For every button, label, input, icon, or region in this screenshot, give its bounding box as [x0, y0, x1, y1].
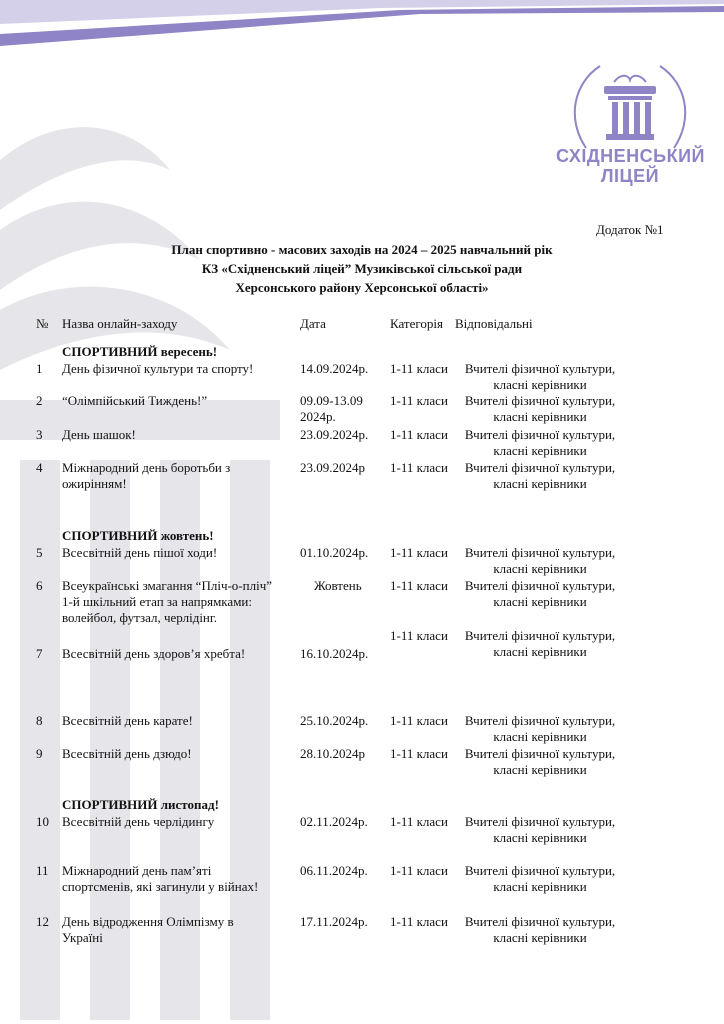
- section-october: СПОРТИВНИЙ жовтень!: [62, 528, 214, 543]
- event-category: 1-11 класи: [390, 914, 448, 929]
- event-name: Всесвітній день карате!: [62, 713, 193, 728]
- event-name: ожирінням!: [62, 476, 127, 491]
- logo-text: [556, 146, 704, 186]
- event-responsible: класні керівники: [493, 443, 587, 458]
- event-category: 1-11 класи: [390, 578, 448, 593]
- event-responsible: Вчителі фізичної культури,: [464, 628, 616, 643]
- logo-line-1: СХІДНЕНСЬКИЙ: [556, 146, 705, 166]
- event-responsible: класні керівники: [493, 594, 587, 609]
- event-category: 1-11 класи: [390, 628, 448, 643]
- row-number: 2: [36, 393, 43, 408]
- row-number: 4: [36, 460, 43, 475]
- event-name: День фізичної культури та спорту!: [62, 361, 254, 376]
- section-november: СПОРТИВНИЙ листопад!: [62, 797, 219, 812]
- event-name: 1-й шкільний етап за напрямками:: [62, 594, 252, 609]
- event-name: Міжнародний день боротьби з: [62, 460, 231, 475]
- event-name: День шашок!: [62, 427, 136, 442]
- document-heading: [0, 240, 724, 297]
- event-name: День відродження Олімпізму в: [62, 914, 234, 929]
- event-responsible: класні керівники: [493, 729, 587, 744]
- event-date: 01.10.2024р.: [300, 545, 369, 560]
- section-september: СПОРТИВНИЙ вересень!: [62, 344, 218, 359]
- event-name: Всеукраїнські змагання “Пліч-о-пліч”: [62, 578, 272, 593]
- col-header-category: Категорія: [390, 316, 443, 331]
- event-responsible: класні керівники: [493, 879, 587, 894]
- event-responsible: Вчителі фізичної культури,: [464, 545, 616, 560]
- event-responsible: Вчителі фізичної культури,: [464, 914, 616, 929]
- logo-line-2: ЛІЦЕЙ: [600, 166, 660, 186]
- event-name: Всесвітній день черлідингу: [62, 814, 215, 829]
- row-number: 11: [36, 863, 49, 878]
- col-header-name: Назва онлайн-заходу: [62, 316, 178, 331]
- event-responsible: Вчителі фізичної культури,: [464, 863, 616, 878]
- event-responsible: Вчителі фізичної культури,: [464, 578, 616, 593]
- event-responsible: Вчителі фізичної культури,: [464, 393, 616, 408]
- event-date: 14.09.2024р.: [300, 361, 369, 376]
- event-responsible: класні керівники: [493, 930, 587, 945]
- col-header-num: №: [36, 316, 49, 331]
- row-number: 9: [36, 746, 43, 761]
- event-responsible: Вчителі фізичної культури,: [464, 713, 616, 728]
- col-header-date: Дата: [300, 316, 326, 331]
- heading-line-1: План спортивно - масових заходів на 2024 – 2025 навчальний рік: [171, 242, 553, 257]
- event-category: 1-11 класи: [390, 361, 448, 376]
- event-responsible: класні керівники: [493, 644, 587, 659]
- event-date: Жовтень: [314, 578, 362, 593]
- event-name: Всесвітній день дзюдо!: [62, 746, 192, 761]
- row-number: 6: [36, 578, 43, 593]
- row-number: 8: [36, 713, 43, 728]
- event-category: 1-11 класи: [390, 545, 448, 560]
- event-category: 1-11 класи: [390, 863, 448, 878]
- event-date: 09.09-13.09: [300, 393, 363, 408]
- event-name: волейбол, футзал, черлідінг.: [62, 610, 218, 625]
- event-responsible: Вчителі фізичної культури,: [464, 427, 616, 442]
- event-date: 25.10.2024р.: [300, 713, 369, 728]
- heading-line-2: КЗ «Східненський ліцей” Музиківської сільської ради: [201, 261, 523, 276]
- event-category: 1-11 класи: [390, 814, 448, 829]
- row-number: 7: [36, 646, 43, 661]
- event-date: 23.09.2024р: [300, 460, 365, 475]
- heading-line-3: Херсонського району Херсонської області»: [235, 280, 489, 295]
- event-date: 16.10.2024р.: [300, 646, 369, 661]
- event-date: 17.11.2024р.: [300, 914, 368, 929]
- event-date: 2024р.: [300, 409, 336, 424]
- event-name: Всесвітній день пішої ходи!: [62, 545, 218, 560]
- event-responsible: класні керівники: [493, 476, 587, 491]
- event-date: 02.11.2024р.: [300, 814, 368, 829]
- col-header-responsible: Відповідальні: [455, 316, 533, 331]
- event-responsible: класні керівники: [493, 409, 587, 424]
- event-responsible: Вчителі фізичної культури,: [464, 361, 616, 376]
- event-responsible: Вчителі фізичної культури,: [464, 460, 616, 475]
- event-category: 1-11 класи: [390, 427, 448, 442]
- row-number: 12: [36, 914, 49, 929]
- event-name: спортсменів, які загинули у війнах!: [62, 879, 259, 894]
- event-name: Україні: [62, 930, 103, 945]
- event-date: 28.10.2024р: [300, 746, 365, 761]
- row-number: 1: [36, 361, 43, 376]
- row-number: 3: [36, 427, 43, 442]
- event-responsible: класні керівники: [493, 377, 587, 392]
- event-name: Всесвітній день здоров’я хребта!: [62, 646, 246, 661]
- event-category: 1-11 класи: [390, 460, 448, 475]
- event-date: 23.09.2024р.: [300, 427, 369, 442]
- row-number: 5: [36, 545, 43, 560]
- event-name: “Олімпійський Тиждень!”: [62, 393, 208, 408]
- event-category: 1-11 класи: [390, 393, 448, 408]
- row-number: 10: [36, 814, 49, 829]
- event-responsible: класні керівники: [493, 830, 587, 845]
- event-responsible: класні керівники: [493, 561, 587, 576]
- event-date: 06.11.2024р.: [300, 863, 368, 878]
- event-responsible: класні керівники: [493, 762, 587, 777]
- event-category: 1-11 класи: [390, 713, 448, 728]
- event-category: 1-11 класи: [390, 746, 448, 761]
- event-name: Міжнародний день пам’яті: [62, 863, 212, 878]
- event-responsible: Вчителі фізичної культури,: [464, 746, 616, 761]
- event-responsible: Вчителі фізичної культури,: [464, 814, 616, 829]
- annex-label: Додаток №1: [596, 222, 664, 237]
